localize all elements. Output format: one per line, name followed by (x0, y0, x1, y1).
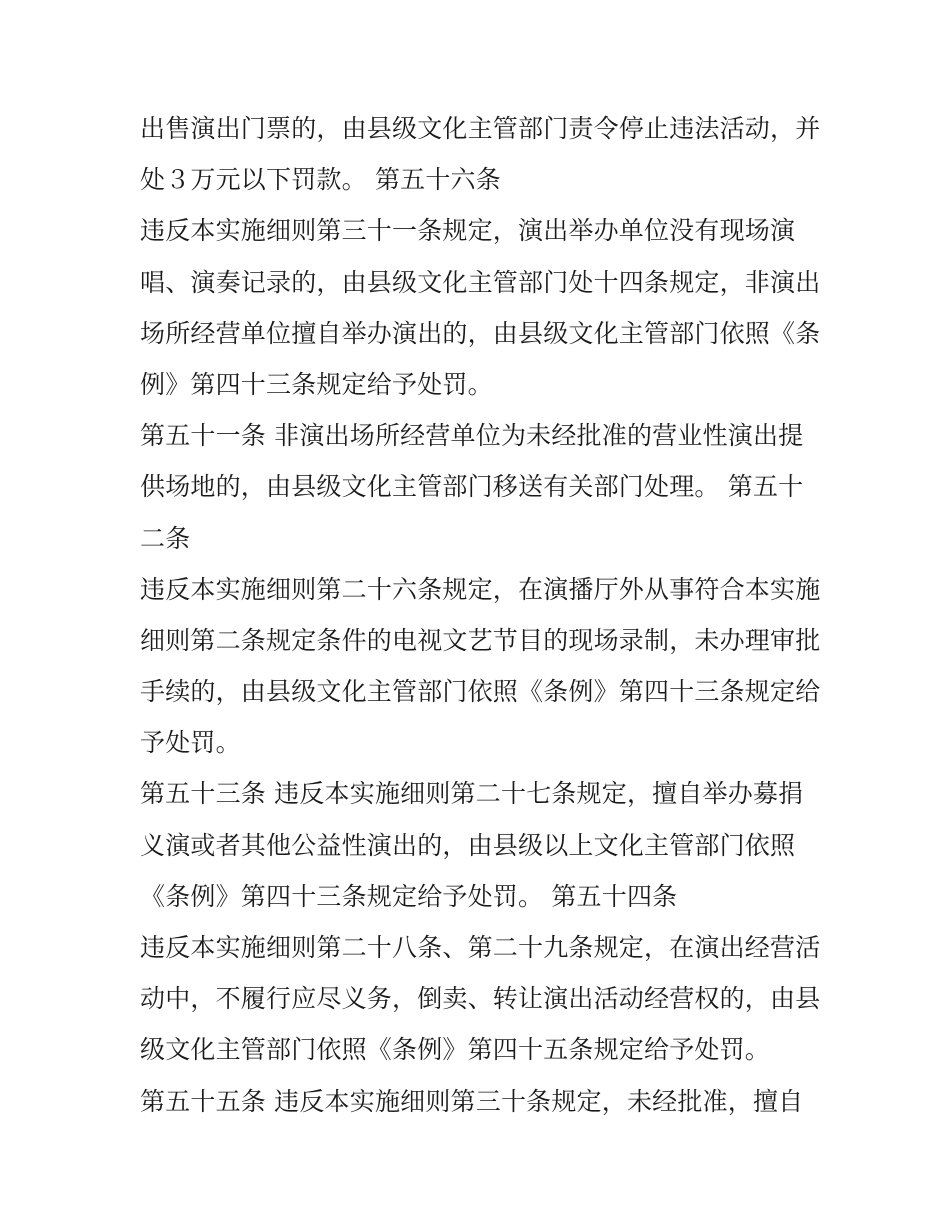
text-line: 二条 (140, 523, 191, 553)
text-line: 违反本实施细则第三十一条规定，演出举办单位没有现场演 (140, 216, 796, 246)
text-line: 供场地的，由县级文化主管部门移送有关部门处理。 第五十 (140, 472, 804, 502)
text-line: 例》第四十三条规定给予处罚。 (140, 369, 493, 399)
text-line: 第五十一条 非演出场所经营单位为未经批准的营业性演出提 (140, 421, 804, 451)
text-line: 予处罚。 (140, 728, 241, 758)
text-line: 第五十三条 违反本实施细则第二十七条规定，擅自举办募捐 (140, 779, 804, 809)
text-line: 违反本实施细则第二十八条、第二十九条规定，在演出经营活 (140, 933, 821, 962)
text-line: 处３万元以下罚款。 第五十六条 (140, 165, 501, 195)
text-line: 唱、演奏记录的，由县级文化主管部门处十四条规定，非演出 (140, 267, 821, 297)
text-line: 违反本实施细则第二十六条规定，在演播厅外从事符合本实施 (140, 574, 821, 604)
text-line: 场所经营单位擅自举办演出的，由县级文化主管部门依照《条 (140, 318, 821, 348)
document-body (140, 103, 840, 1127)
text-line: 义演或者其他公益性演出的，由县级以上文化主管部门依照 (140, 830, 796, 860)
text-line: 动中，不履行应尽义务，倒卖、转让演出活动经营权的，由县 (140, 984, 821, 1014)
text-line: 级文化主管部门依照《条例》第四十五条规定给予处罚。 (140, 1035, 771, 1065)
text-line: 《条例》第四十三条规定给予处罚。 第五十四条 (140, 881, 678, 911)
text-line: 出售演出门票的，由县级文化主管部门责令停止违法活动，并 (140, 114, 821, 143)
text-line: 手续的，由县级文化主管部门依照《条例》第四十三条规定给 (140, 677, 821, 707)
text-line: 细则第二条规定条件的电视文艺节目的现场录制，未办理审批 (140, 625, 821, 655)
text-line: 第五十五条 违反本实施细则第三十条规定，未经批准，擅自 (140, 1086, 804, 1116)
